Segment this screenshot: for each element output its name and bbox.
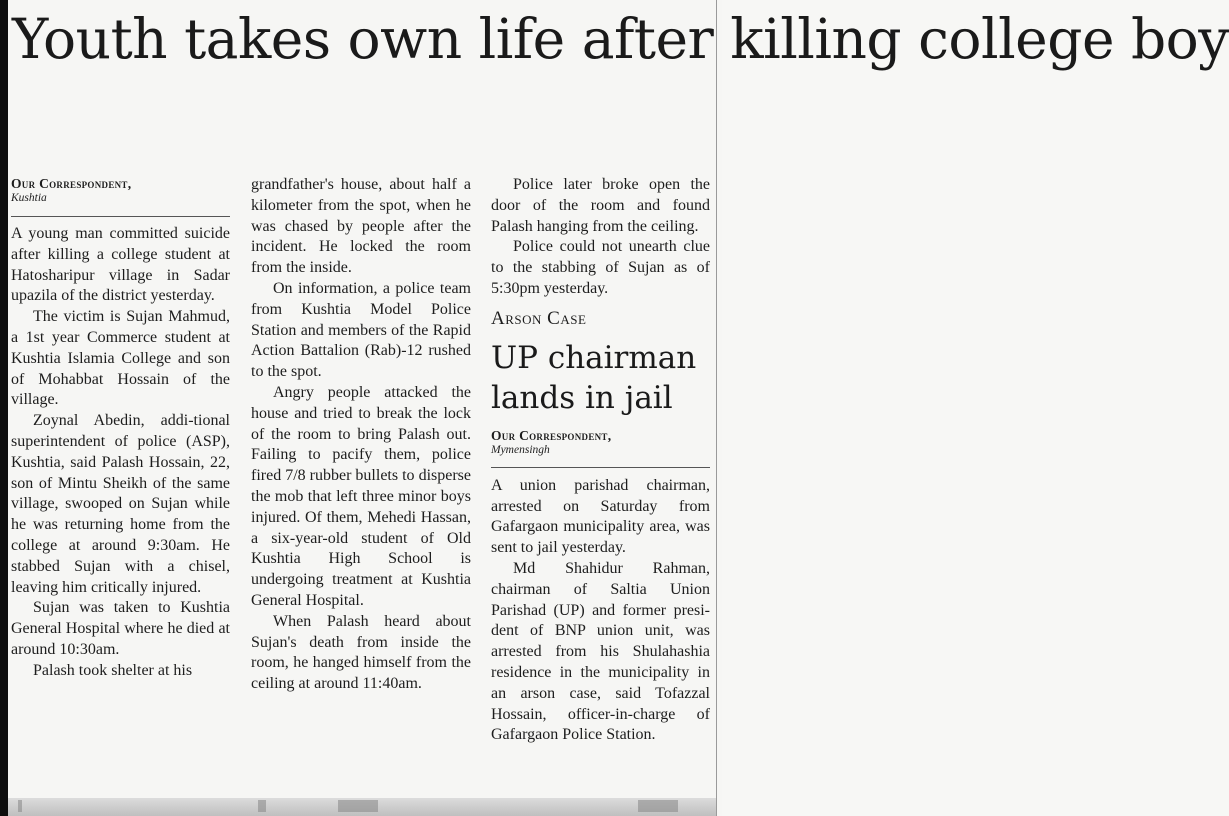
column-2 [251,175,471,695]
second-story-headline: UP chairman lands in jail [491,339,697,416]
main-headline-text: Youth takes own life after killing college boy [12,7,1229,71]
main-paragraph: Sujan was taken to Kushtia General Hospital where he died at around 10:30am. [11,599,230,658]
main-paragraph: grandfather's house, about half a kilometer from the spot, when he was chased by people after the incident. He locked the room from the inside. [251,176,471,277]
main-paragraph: On information, a police team from Kushtia Model Police Station and members of the Rapid Action Battalion (Rab)-12 rushed to the spot. [251,279,471,381]
second-paragraph: Md Shahidur Rahman, chairman of Saltia Union Parishad (UP) and former presi-dent of BNP union unit, was arrested from his Shulahashia residence in the municipality in an arson case, said Tofazzal Hossain, officer-in-charge of Gafargaon Police Station. [491,559,710,744]
main-byline-name: Our Correspondent, [11,176,132,191]
main-paragraph: Zoynal Abedin, addi-tional superintendent of police (ASP), Kushtia, said Palash Hossain, 22, son of Mintu Sheikh of the same village, swooped on Sujan while he was returning home from the college at around 9:30am. He stabbed Sujan with a chisel, leaving him critically injured. [11,412,230,596]
main-paragraph: Angry people attacked the house and tried to break the lock of the room to bring Palash out. Failing to pacify them, police fired 7/8 rubber bullets to disperse the mob that left three minor boys injured. Of them, Mehedi Hassan, a six-year-old student of Old Kushtia High School is undergoing treatment at Kushtia General Hospital. [251,383,471,609]
main-paragraph: Palash took shelter at his [33,661,193,679]
strip-mark [258,800,266,812]
right-column-rule [716,0,717,816]
second-byline [491,428,710,468]
main-paragraph: A young man committed suicide after killing a college student at Hatosharipur village in Sadar upazila of the district yesterday. [11,225,230,305]
second-story-kicker: Arson Case [491,307,587,329]
main-paragraph: When Palash heard about Sujan's death from inside the room, he hanged himself from the ceiling at around 11:40am. [251,612,471,693]
left-edge-bar [0,0,8,816]
column-3 [491,175,710,746]
main-headline [12,6,1229,72]
second-byline-name: Our Correspondent, [491,427,612,443]
strip-mark [638,800,678,812]
second-byline-dateline: Mymensingh [491,443,550,456]
strip-mark [18,800,22,812]
column-1 [11,176,230,682]
main-paragraph: Police could not unearth clue to the stabbing of Sujan as of 5:30pm yesterday. [491,238,710,297]
strip-mark [338,800,378,812]
next-article-strip [8,798,716,816]
second-paragraph: A union parishad chairman, arrested on Saturday from Gafargaon municipality area, was sent to jail yesterday. [491,476,710,557]
main-byline [11,176,230,217]
main-paragraph: The victim is Sujan Mahmud, a 1st year Commerce student at Kushtia Islamia College and son of Mohabbat Hossain of the village. [11,308,230,409]
main-paragraph: Police later broke open the door of the room and found Palash hanging from the ceiling. [491,176,710,235]
main-byline-dateline: Kushtia [11,192,47,204]
